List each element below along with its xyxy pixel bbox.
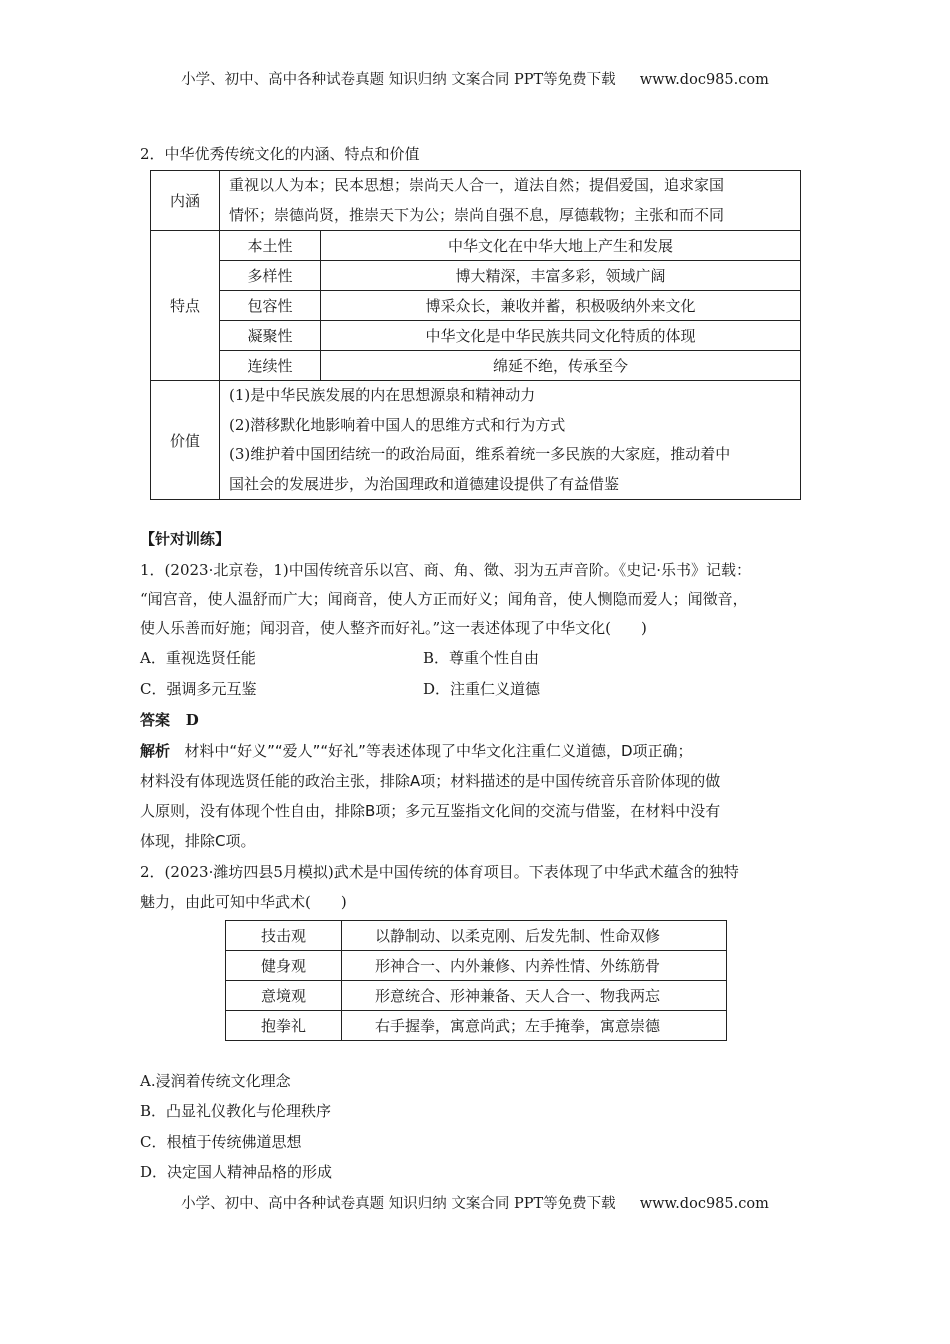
connotation-label: 内涵 — [151, 171, 220, 231]
analysis-line: 体现，排除C项。 — [140, 832, 256, 850]
q1-option-b: B．尊重个性自由 — [423, 649, 540, 667]
connotation-line: 重视以人为本；民本思想；崇尚天人合一，道法自然；提倡爱国，追求家国 — [229, 176, 725, 194]
feature-name: 凝聚性 — [220, 321, 321, 351]
q2-line: 魅力，由此可知中华武术( ) — [140, 893, 347, 911]
q1-option-a: A．重视选贤任能 — [140, 649, 256, 667]
martial-key: 技击观 — [226, 921, 342, 951]
footer-text: 小学、初中、高中各种试卷真题 知识归纳 文案合同 PPT等免费下载 — [181, 1196, 616, 1212]
martial-value: 右手握拳，寓意尚武；左手掩拳，寓意崇德 — [342, 1011, 727, 1041]
martial-value: 形神合一、内外兼修、内养性情、外练筋骨 — [342, 951, 727, 981]
q1-option-d: D．注重仁义道德 — [423, 680, 541, 698]
footer-url[interactable]: www.doc985.com — [639, 1196, 769, 1212]
martial-value: 以静制动、以柔克刚、后发先制、性命双修 — [342, 921, 727, 951]
value-line: (1)是中华民族发展的内在思想源泉和精神动力 — [229, 386, 536, 404]
answer — [140, 710, 199, 730]
q2-option-a: A.浸润着传统文化理念 — [140, 1072, 291, 1090]
feature-name: 包容性 — [220, 291, 321, 321]
value-content — [220, 381, 801, 500]
connotation-content — [220, 171, 801, 231]
q2-line: 2．(2023·潍坊四县5月模拟)武术是中国传统的体育项目。下表体现了中华武术蕴含的独特 — [140, 863, 739, 881]
header-url[interactable]: www.doc985.com — [639, 72, 769, 88]
feature-name: 本土性 — [220, 231, 321, 261]
q1-option-c: C．强调多元互鉴 — [140, 680, 257, 698]
q1-line: 使人乐善而好施；闻羽音，使人整齐而好礼。”这一表述体现了中华文化( ) — [140, 619, 647, 637]
analysis-line: 材料没有体现选贤任能的政治主张，排除A项；材料描述的是中国传统音乐音阶体现的做 — [140, 772, 721, 790]
q2-option-c: C．根植于传统佛道思想 — [140, 1133, 302, 1151]
q1-line: “闻宫音，使人温舒而广大；闻商音，使人方正而好义；闻角音，使人恻隐而爱人；闻徵音， — [140, 590, 748, 608]
martial-key: 意境观 — [226, 981, 342, 1011]
culture-table — [150, 170, 801, 500]
section-title: 2．中华优秀传统文化的内涵、特点和价值 — [140, 145, 420, 163]
value-line: 国社会的发展进步，为治国理政和道德建设提供了有益借鉴 — [229, 474, 620, 493]
feature-name: 连续性 — [220, 351, 321, 381]
connotation-line: 情怀；崇德尚贤，推崇天下为公；崇尚自强不息，厚德载物；主张和而不同 — [229, 205, 725, 224]
answer-label: 答案 — [140, 711, 171, 729]
feature-desc: 博大精深，丰富多彩，领域广阔 — [321, 261, 801, 291]
q2-option-b: B．凸显礼仪教化与伦理秩序 — [140, 1102, 332, 1120]
analysis-label: 解析 — [140, 742, 171, 760]
page-header — [0, 68, 950, 89]
analysis-line: 人原则，没有体现个性自由，排除B项；多元互鉴指文化间的交流与借鉴，在材料中没有 — [140, 802, 721, 820]
feature-desc: 中华文化在中华大地上产生和发展 — [321, 231, 801, 261]
value-line: (2)潜移默化地影响着中国人的思维方式和行为方式 — [229, 415, 566, 434]
martial-value: 形意统合、形神兼备、天人合一、物我两忘 — [342, 981, 727, 1011]
value-label: 价值 — [151, 381, 220, 500]
feature-desc: 博采众长，兼收并蓄，积极吸纳外来文化 — [321, 291, 801, 321]
feature-name: 多样性 — [220, 261, 321, 291]
feature-desc: 中华文化是中华民族共同文化特质的体现 — [321, 321, 801, 351]
training-title: 【针对训练】 — [140, 530, 231, 548]
page-footer — [0, 1192, 950, 1213]
analysis-text: 材料中“好义”“爱人”“好礼”等表述体现了中华文化注重仁义道德，D项正确； — [184, 742, 693, 760]
features-label: 特点 — [151, 231, 220, 381]
header-text: 小学、初中、高中各种试卷真题 知识归纳 文案合同 PPT等免费下载 — [181, 72, 616, 88]
feature-desc: 绵延不绝，传承至今 — [321, 351, 801, 381]
value-line: (3)维护着中国团结统一的政治局面，维系着统一多民族的大家庭，推动着中 — [229, 445, 731, 463]
analysis-line — [140, 741, 693, 761]
q2-option-d: D．决定国人精神品格的形成 — [140, 1163, 333, 1181]
answer-value: D — [185, 711, 199, 729]
q1-line: 1．(2023·北京卷，1)中国传统音乐以宫、商、角、徵、羽为五声音阶。《史记·乐书》记载： — [140, 561, 752, 579]
martial-arts-table — [225, 920, 727, 1041]
martial-key: 健身观 — [226, 951, 342, 981]
martial-key: 抱拳礼 — [226, 1011, 342, 1041]
